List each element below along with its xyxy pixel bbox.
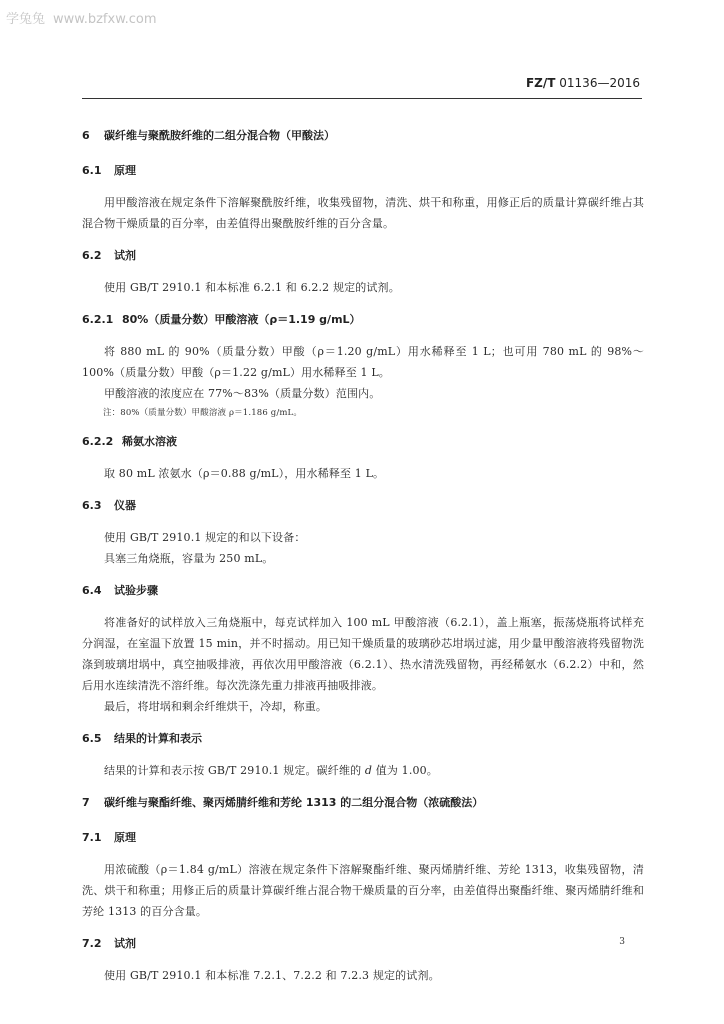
section-7-1-heading (82, 828, 644, 848)
section-6-heading (82, 126, 644, 146)
paragraph-text: 值为 1.00。 (372, 764, 438, 777)
section-6-2-1-heading (82, 310, 644, 330)
paragraph: 具塞三角烧瓶，容量为 250 mL。 (104, 552, 274, 565)
section-number: 6.4 (82, 584, 102, 597)
page-number: 3 (619, 937, 625, 947)
paragraph: 取 80 mL 浓氨水（ρ＝0.88 g/mL），用水稀释至 1 L。 (104, 467, 385, 480)
section-number: 6.1 (82, 164, 102, 177)
section-number: 6.5 (82, 732, 102, 745)
note: 注：80%（质量分数）甲酸溶液 ρ＝1.186 g/mL。 (103, 408, 302, 418)
section-title: 试验步骤 (114, 584, 158, 597)
section-title: 碳纤维与聚酯纤维、聚丙烯腈纤维和芳纶 1313 的二组分混合物（浓硫酸法） (104, 796, 484, 809)
section-6-1-heading (82, 161, 644, 181)
section-title: 80%（质量分数）甲酸溶液（ρ＝1.19 g/mL） (122, 313, 361, 326)
paragraph (82, 760, 644, 781)
section-7-heading (82, 793, 644, 813)
symbol-d: d (364, 764, 373, 777)
paragraph: 将准备好的试样放入三角烧瓶中，每克试样加入 100 mL 甲酸溶液（6.2.1），盖上瓶塞，振荡烧瓶将试样充分润湿，在室温下放置 15 min，并不时摇动。用已知干燥质量的玻璃砂芯坩埚过滤，用少量甲酸溶液将残留物洗涤到玻璃坩埚中，真空抽吸排液，再依次用甲酸溶液（6.2.1）、热水清洗残留物，再经稀氨水（6.2.2）中和，然后用水连续清洗不溶纤维。每次洗涤先重力排液再抽吸排液。 (82, 616, 644, 692)
paragraph: 使用 GB/T 2910.1 规定的和以下设备： (104, 531, 306, 544)
standard-code-number: 01136—2016 (559, 76, 640, 90)
section-6-4-heading (82, 581, 644, 601)
section-title: 仪器 (114, 499, 136, 512)
section-number: 7 (82, 796, 90, 809)
paragraph: 用浓硫酸（ρ＝1.84 g/mL）溶液在规定条件下溶解聚酯纤维、聚丙烯腈纤维、芳纶 1313，收集残留物，清洗、烘干和称重；用修正后的质量计算碳纤维占混合物干燥质量的百分率，由差值得出聚酯纤维、聚丙烯腈纤维和芳纶 1313 的百分含量。 (82, 863, 644, 918)
section-6-2-heading (82, 246, 644, 266)
section-6-5-heading (82, 729, 644, 749)
section-number: 6.2.1 (82, 313, 114, 326)
document-body (82, 126, 644, 986)
section-title: 原理 (114, 164, 136, 177)
watermark-name: 学兔兔 (6, 12, 46, 27)
paragraph: 使用 GB/T 2910.1 和本标准 6.2.1 和 6.2.2 规定的试剂。 (104, 281, 400, 294)
section-6-2-2-heading (82, 432, 644, 452)
section-title: 试剂 (114, 249, 136, 262)
section-number: 6.2 (82, 249, 102, 262)
header-rule (82, 98, 642, 99)
section-title: 碳纤维与聚酰胺纤维的二组分混合物（甲酸法） (104, 129, 335, 142)
standard-code-prefix: FZ/T (525, 76, 556, 90)
section-title: 稀氨水溶液 (122, 435, 177, 448)
section-number: 6 (82, 129, 90, 142)
section-number: 6.3 (82, 499, 102, 512)
section-number: 7.1 (82, 831, 102, 844)
paragraph-text: 结果的计算和表示按 GB/T 2910.1 规定。碳纤维的 (104, 764, 365, 777)
paragraph: 用甲酸溶液在规定条件下溶解聚酰胺纤维，收集残留物，清洗、烘干和称重，用修正后的质量计算碳纤维占其混合物干燥质量的百分率，由差值得出聚酰胺纤维的百分含量。 (82, 196, 644, 230)
section-6-3-heading (82, 496, 644, 516)
paragraph: 将 880 mL 的 90%（质量分数）甲酸（ρ＝1.20 g/mL）用水稀释至 1 L；也可用 780 mL 的 98%～100%（质量分数）甲酸（ρ＝1.22 g/mL）用水稀释至 1 L。 (82, 345, 644, 379)
standard-code (526, 76, 640, 90)
watermark-url: www.bzfxw.com (53, 12, 157, 27)
section-number: 7.2 (82, 937, 102, 950)
section-title: 原理 (114, 831, 136, 844)
watermark (6, 8, 157, 27)
paragraph: 最后，将坩埚和剩余纤维烘干，冷却，称重。 (104, 700, 327, 713)
section-7-2-heading (82, 934, 644, 954)
section-title: 试剂 (114, 937, 136, 950)
section-number: 6.2.2 (82, 435, 114, 448)
section-title: 结果的计算和表示 (114, 732, 202, 745)
paragraph: 甲酸溶液的浓度应在 77%～83%（质量分数）范围内。 (104, 387, 381, 400)
paragraph: 使用 GB/T 2910.1 和本标准 7.2.1、7.2.2 和 7.2.3 规定的试剂。 (104, 969, 440, 982)
